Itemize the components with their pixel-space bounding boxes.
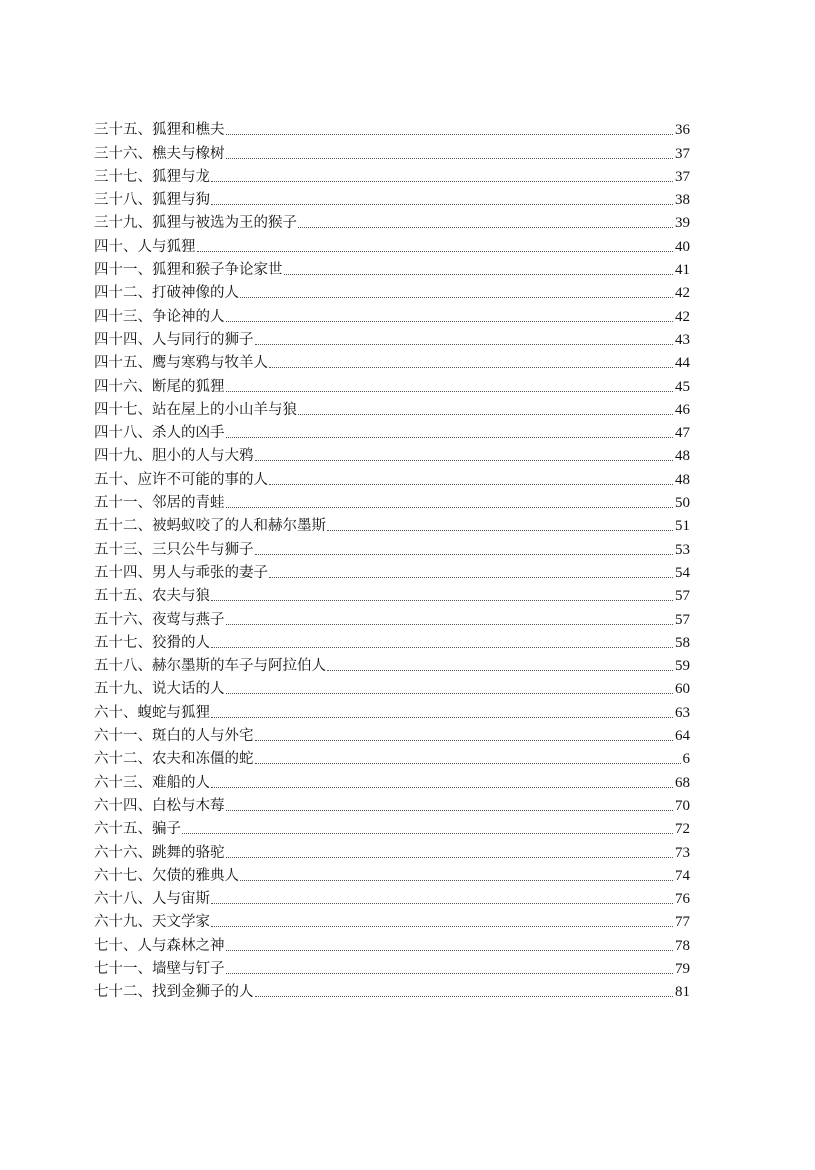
toc-leader-dots <box>211 903 673 904</box>
toc-leader-dots <box>226 810 674 811</box>
toc-leader-dots <box>240 880 673 881</box>
toc-entry-page: 40 <box>675 238 690 255</box>
toc-entry <box>94 232 690 255</box>
toc-entry-page: 72 <box>675 821 690 838</box>
toc-entry-title: 五十五、农夫与狼 <box>94 588 210 605</box>
toc-entry <box>94 186 690 209</box>
toc-entry-title: 三十七、狐狸与龙 <box>94 168 210 185</box>
toc-entry <box>94 652 690 675</box>
toc-leader-dots <box>269 577 673 578</box>
toc-entry-title: 三十八、狐狸与狗 <box>94 192 210 209</box>
toc-leader-dots <box>226 693 674 694</box>
toc-entry-page: 43 <box>675 331 690 348</box>
toc-entry-title: 六十、蝮蛇与狐狸 <box>94 704 210 721</box>
toc-entry-title: 三十六、樵夫与橡树 <box>94 145 225 162</box>
toc-entry <box>94 512 690 535</box>
toc-entry-page: 68 <box>675 774 690 791</box>
toc-entry <box>94 116 690 139</box>
toc-entry-title: 四十三、争论神的人 <box>94 308 225 325</box>
toc-leader-dots <box>269 484 673 485</box>
toc-entry-page: 53 <box>675 541 690 558</box>
toc-entry <box>94 605 690 628</box>
toc-leader-dots <box>211 204 673 205</box>
toc-leader-dots <box>284 274 674 275</box>
toc-leader-dots <box>182 833 673 834</box>
toc-entry-title: 六十二、农夫和冻僵的蛇 <box>94 751 254 768</box>
toc-entry <box>94 465 690 488</box>
toc-entry-title: 四十五、鹰与寒鸦与牧羊人 <box>94 355 268 372</box>
toc-entry <box>94 768 690 791</box>
toc-entry-title: 四十一、狐狸和猴子争论家世 <box>94 262 283 279</box>
toc-entry-title: 六十四、白松与木莓 <box>94 797 225 814</box>
toc-entry-title: 六十七、欠债的雅典人 <box>94 867 239 884</box>
toc-entry-page: 81 <box>675 984 690 1001</box>
toc-leader-dots <box>255 460 674 461</box>
toc-entry <box>94 489 690 512</box>
toc-leader-dots <box>211 600 673 601</box>
toc-entry <box>94 302 690 325</box>
toc-leader-dots <box>298 227 673 228</box>
toc-entry-title: 七十二、找到金狮子的人 <box>94 984 254 1001</box>
toc-leader-dots <box>269 367 673 368</box>
toc-leader-dots <box>226 507 674 508</box>
toc-entry-title: 六十九、天文学家 <box>94 914 210 931</box>
toc-leader-dots <box>226 973 674 974</box>
toc-leader-dots <box>255 740 674 741</box>
toc-entry-title: 五十七、狡猾的人 <box>94 634 210 651</box>
toc-entry-page: 73 <box>675 844 690 861</box>
toc-leader-dots <box>255 996 674 997</box>
toc-entry <box>94 815 690 838</box>
toc-entry-title: 四十四、人与同行的狮子 <box>94 331 254 348</box>
toc-entry-page: 45 <box>675 378 690 395</box>
toc-entry-page: 57 <box>675 588 690 605</box>
toc-leader-dots <box>327 530 673 531</box>
toc-leader-dots <box>226 950 674 951</box>
toc-leader-dots <box>298 414 673 415</box>
toc-entry-page: 51 <box>675 518 690 535</box>
toc-entry-title: 五十一、邻居的青蛙 <box>94 495 225 512</box>
toc-entry <box>94 372 690 395</box>
toc-entry-title: 五十四、男人与乖张的妻子 <box>94 564 268 581</box>
toc-leader-dots <box>226 391 674 392</box>
toc-entry-title: 四十六、断尾的狐狸 <box>94 378 225 395</box>
toc-entry-title: 六十六、跳舞的骆驼 <box>94 844 225 861</box>
toc-entry-page: 78 <box>675 937 690 954</box>
toc-entry-page: 64 <box>675 728 690 745</box>
toc-entry <box>94 885 690 908</box>
toc-leader-dots <box>226 857 674 858</box>
toc-entry <box>94 256 690 279</box>
toc-entry-title: 四十八、杀人的凶手 <box>94 425 225 442</box>
toc-entry-page: 46 <box>675 401 690 418</box>
toc-entry-page: 58 <box>675 634 690 651</box>
toc-entry-page: 74 <box>675 867 690 884</box>
toc-entry-page: 79 <box>675 960 690 977</box>
toc-leader-dots <box>255 554 674 555</box>
toc-leader-dots <box>211 181 673 182</box>
toc-leader-dots <box>226 437 674 438</box>
toc-entry <box>94 792 690 815</box>
toc-entry <box>94 629 690 652</box>
toc-entry <box>94 209 690 232</box>
toc-entry <box>94 862 690 885</box>
toc-entry <box>94 442 690 465</box>
toc-leader-dots <box>226 624 674 625</box>
toc-entry-page: 63 <box>675 704 690 721</box>
toc-entry-page: 37 <box>675 168 690 185</box>
toc-entry <box>94 535 690 558</box>
toc-entry-title: 七十一、墙壁与钉子 <box>94 960 225 977</box>
toc-entry-title: 五十六、夜莺与燕子 <box>94 611 225 628</box>
toc-entry <box>94 349 690 372</box>
toc-entry-title: 五十三、三只公牛与狮子 <box>94 541 254 558</box>
toc-entry-title: 四十二、打破神像的人 <box>94 285 239 302</box>
toc-entry-page: 42 <box>675 285 690 302</box>
toc-entry-title: 六十五、骗子 <box>94 821 181 838</box>
toc-leader-dots <box>226 321 674 322</box>
toc-leader-dots <box>226 158 674 159</box>
toc-entry-page: 6 <box>682 751 690 768</box>
toc-entry <box>94 559 690 582</box>
toc-entry <box>94 838 690 861</box>
toc-entry <box>94 931 690 954</box>
toc-leader-dots <box>255 344 674 345</box>
toc-entry-page: 70 <box>675 797 690 814</box>
toc-entry-page: 50 <box>675 495 690 512</box>
toc-entry-page: 60 <box>675 681 690 698</box>
toc-entry <box>94 722 690 745</box>
toc-entry-page: 39 <box>675 215 690 232</box>
toc-entry-page: 44 <box>675 355 690 372</box>
toc-entry <box>94 582 690 605</box>
toc-entry-title: 六十三、难船的人 <box>94 774 210 791</box>
toc-entry <box>94 326 690 349</box>
toc-leader-dots <box>211 647 673 648</box>
toc-entry-title: 五十二、被蚂蚁咬了的人和赫尔墨斯 <box>94 518 326 535</box>
toc-entry <box>94 396 690 419</box>
toc-entry-title: 四十九、胆小的人与大鸦 <box>94 448 254 465</box>
toc-entry <box>94 698 690 721</box>
toc-leader-dots <box>211 787 673 788</box>
toc-entry-title: 五十九、说大话的人 <box>94 681 225 698</box>
toc-entry-page: 42 <box>675 308 690 325</box>
toc-entry-page: 59 <box>675 658 690 675</box>
toc-entry-title: 六十八、人与宙斯 <box>94 891 210 908</box>
toc-entry-page: 48 <box>675 448 690 465</box>
toc-entry <box>94 675 690 698</box>
toc-entry-page: 54 <box>675 564 690 581</box>
toc-entry-page: 77 <box>675 914 690 931</box>
toc-leader-dots <box>211 926 673 927</box>
toc-entry-page: 47 <box>675 425 690 442</box>
toc-entry <box>94 279 690 302</box>
toc-entry-title: 三十九、狐狸与被选为王的猴子 <box>94 215 297 232</box>
toc-entry-title: 六十一、斑白的人与外宅 <box>94 728 254 745</box>
toc-entry-page: 37 <box>675 145 690 162</box>
toc-entry-title: 七十、人与森林之神 <box>94 937 225 954</box>
toc-entry-page: 48 <box>675 471 690 488</box>
toc-leader-dots <box>327 670 673 671</box>
toc-entry <box>94 745 690 768</box>
toc-leader-dots <box>255 763 681 764</box>
toc-entry <box>94 419 690 442</box>
toc-entry-title: 四十七、站在屋上的小山羊与狼 <box>94 401 297 418</box>
toc-leader-dots <box>197 251 674 252</box>
toc-entry-title: 五十、应许不可能的事的人 <box>94 471 268 488</box>
toc-entry-page: 38 <box>675 192 690 209</box>
toc-leader-dots <box>211 717 673 718</box>
toc-entry-page: 36 <box>675 122 690 139</box>
toc-entry <box>94 908 690 931</box>
toc-entry <box>94 163 690 186</box>
toc-entry-page: 76 <box>675 891 690 908</box>
toc-entry-title: 五十八、赫尔墨斯的车子与阿拉伯人 <box>94 658 326 675</box>
table-of-contents <box>94 116 690 1001</box>
toc-entry <box>94 955 690 978</box>
toc-leader-dots <box>226 134 674 135</box>
toc-entry-title: 三十五、狐狸和樵夫 <box>94 122 225 139</box>
toc-entry <box>94 139 690 162</box>
toc-entry-title: 四十、人与狐狸 <box>94 238 196 255</box>
toc-entry <box>94 978 690 1001</box>
toc-entry-page: 57 <box>675 611 690 628</box>
toc-leader-dots <box>240 297 673 298</box>
toc-entry-page: 41 <box>675 262 690 279</box>
